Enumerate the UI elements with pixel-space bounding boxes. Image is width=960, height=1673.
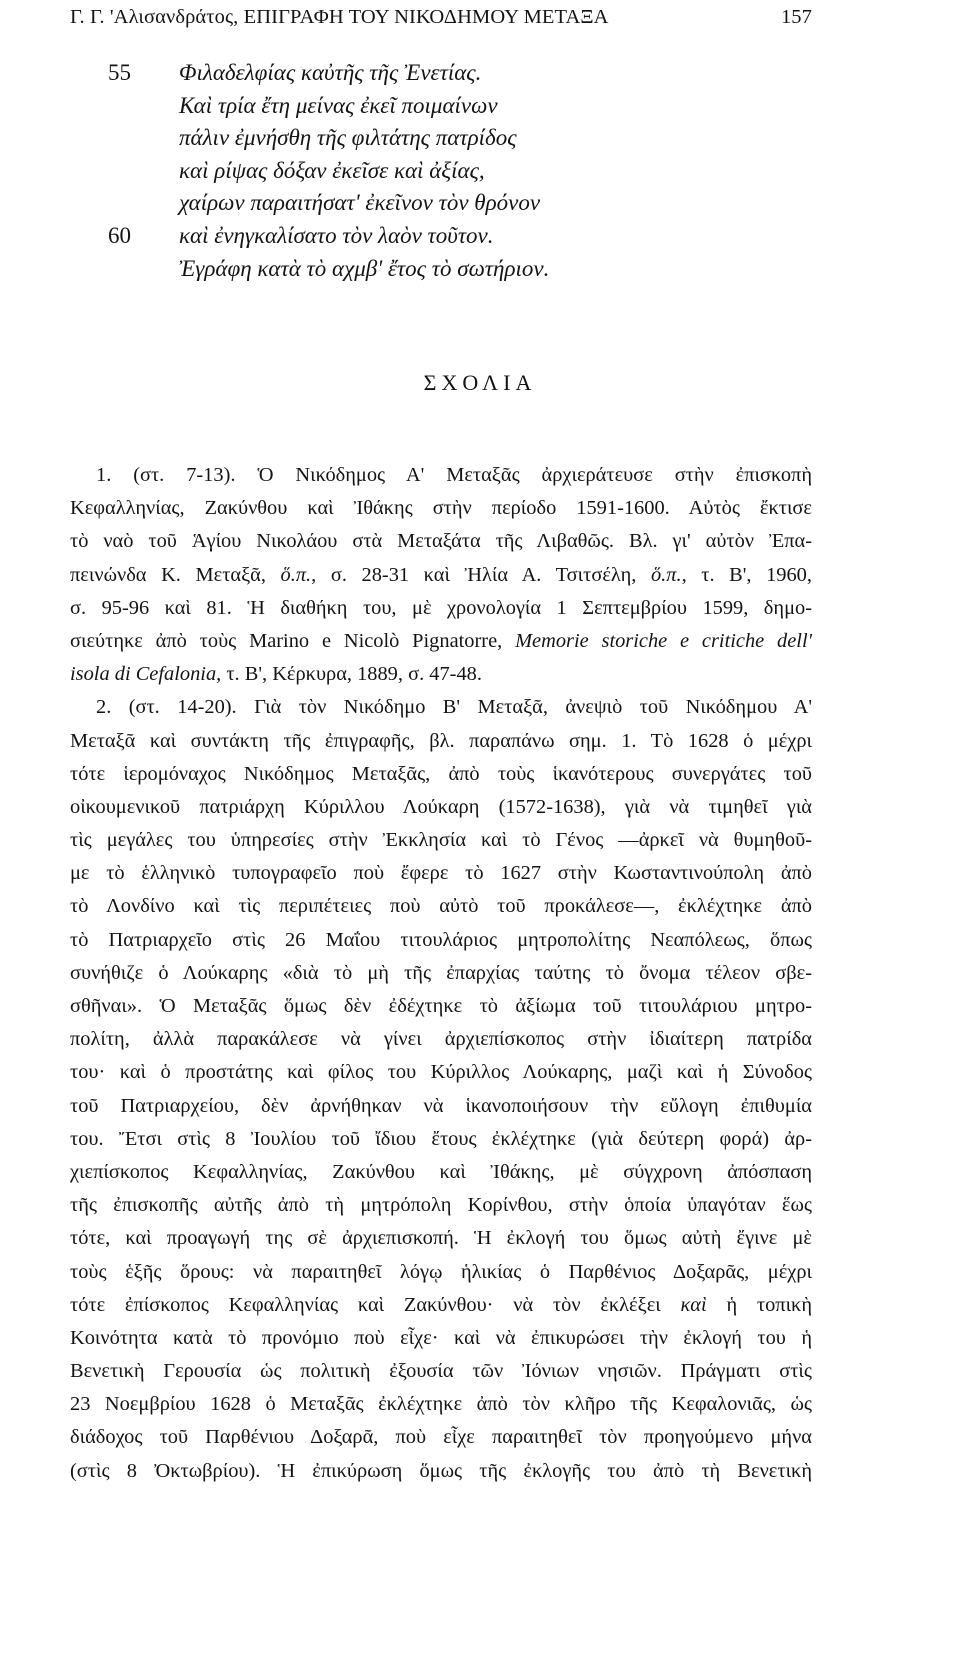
note-italic: isola di Cefalonia, [70,663,222,686]
verse-line [0,60,960,93]
verse-line [0,256,960,289]
note-segment: πεινώνδα Κ. Μεταξᾶ, [70,563,281,586]
section-heading: ΣΧΟΛΙΑ [423,370,537,395]
note-line [70,658,812,691]
note-line: τῆς ἐπισκοπῆς αὐτῆς ἀπὸ τὴ μητρόπολη Κορίνθου, στὴν ὁποία ὑπαγόταν ἕως [70,1194,812,1217]
note-line: τοῦ Πατριαρχείου, δὲν ἀρνήθηκαν νὰ ἱκανοποιήσουν τὴν εὔλογη ἐπιθυμία [70,1094,812,1117]
line-number: 55 [108,60,131,85]
verse-line [0,158,960,191]
note-line: τότε, καὶ προαγωγή της σὲ ἀρχιεπισκοπή. Ἡ ἐκλογή του ὅμως αὐτὴ ἔγινε μὲ [70,1227,812,1250]
note-italic: ὅ.π. [280,563,312,586]
verse-line [0,223,960,256]
verse-text: χαίρων παραιτήσατ' ἐκεῖνον τὸν θρόνον [179,190,541,216]
note-line: τοὺς ἑξῆς ὅρους: νὰ παραιτηθεῖ λόγῳ ἡλικίας ὁ Παρθένιος Δοξαρᾶς, μέχρι [70,1260,812,1283]
page-number: 157 [780,6,812,28]
note-line: συνήθιζε ὁ Λούκαρης «διὰ τὸ μὴ τῆς ἐπαρχίας ταύτης τὸ ὄνομα τέλεον σβε- [70,961,812,984]
note-line: σθῆναι». Ὁ Μεταξᾶς ὅμως δὲν ἐδέχτηκε τὸ ἀξίωμα τοῦ τιτουλάριου μητρο- [70,995,812,1017]
note-line [70,1289,812,1322]
note-line: τὶς μεγάλες του ὑπηρεσίες στὴν Ἐκκλησία καὶ τὸ Γένος —ἀρκεῖ νὰ θυμηθοῦ- [70,829,812,852]
verse-line [0,125,960,158]
note-line: 1. (στ. 7-13). Ὁ Νικόδημος Α' Μεταξᾶς ἀρχιεράτευσε στὴν ἐπισκοπὴ [96,464,812,486]
verse-text: Καὶ τρία ἔτη μείνας ἐκεῖ ποιμαίνων [179,92,498,118]
note-line: χιεπίσκοπος Κεφαλληνίας, Ζακύνθου καὶ Ἰθάκης, μὲ σύγχρονη ἀπόσπαση [70,1160,812,1183]
note-line: οἰκουμενικοῦ πατριάρχη Κύριλλου Λούκαρη (1572-1638), γιὰ νὰ τιμηθεῖ γιὰ [70,795,812,818]
verse-text: Ἐγράφη κατὰ τὸ αχμβ' ἔτος τὸ σωτήριον. [179,255,550,281]
commentary-notes [70,459,812,1488]
note-line [70,625,812,658]
note-line: Βενετικὴ Γερουσία ὡς πολιτικὴ ἐξουσία τῶν Ἰόνιων νησιῶν. Πράγματι στὶς [70,1360,812,1383]
note-line: 2. (στ. 14-20). Γιὰ τὸν Νικόδημο Β' Μεταξᾶ, ἀνεψιὸ τοῦ Νικόδημου Α' [96,696,812,719]
verse-line [0,93,960,126]
note-line: του. Ἔτσι στὶς 8 Ἰουλίου τοῦ ἴδιου ἔτους ἐκλέχτηκε (γιὰ δεύτερη φορά) ἀρ- [70,1127,812,1150]
verse-text: καὶ ρίψας δόξαν ἐκεῖσε καὶ ἀξίας, [179,157,485,183]
inscription-verses [0,60,960,288]
note-line: του· καὶ ὁ προστάτης καὶ φίλος του Κύριλλος Λούκαρης, μαζὶ καὶ ἡ Σύνοδος [70,1061,812,1084]
note-segment: σιεύτηκε ἀπὸ τοὺς Marino e Nicolò Pignatorre, [70,629,516,652]
running-head [70,6,812,34]
note-italic: καὶ [680,1293,707,1316]
note-line: με τὸ ἑλληνικὸ τυπογραφεῖο ποὺ ἔφερε τὸ 1627 στὴν Κωσταντινούπολη ἀπὸ [70,862,812,885]
verse-text: πάλιν ἐμνήσθη τῆς φιλτάτης πατρίδος [179,125,517,151]
note-line: Μεταξᾶ καὶ συντάκτη τῆς ἐπιγραφῆς, βλ. παραπάνω σημ. 1. Τὸ 1628 ὁ μέχρι [70,729,812,752]
running-head-title: Γ. Γ. 'Αλισανδράτος, ΕΠΙΓΡΑΦΗ ΤΟΥ ΝΙΚΟΔΗΜΟΥ ΜΕΤΑΞΑ [70,6,609,28]
verse-text: καὶ ἐνηγκαλίσατο τὸν λαὸν τοῦτον. [179,222,494,248]
note-segment: τ. Β', Κέρκυρα, 1889, σ. 47-48. [221,663,482,686]
note-line: τὸ ναὸ τοῦ Ἁγίου Νικολάου στὰ Μεταξάτα τῆς Λιβαθῶς. Βλ. γι' αὐτὸν Ἐπα- [70,530,812,553]
note-line: 23 Νοεμβρίου 1628 ὁ Μεταξᾶς ἐκλέχτηκε ἀπὸ τὸν κλῆρο τῆς Κεφαλονιᾶς, ὡς [70,1393,812,1416]
note-line: διάδοχος τοῦ Παρθένιου Δοξαρᾶ, ποὺ εἶχε παραιτηθεῖ τὸν προηγούμενο μήνα [70,1426,812,1449]
verse-text: Φιλαδελφίας καὐτῆς τῆς Ἐνετίας. [179,60,482,85]
note-segment: τότε ἐπίσκοπος Κεφαλληνίας καὶ Ζακύνθου· νὰ τὸν ἐκλέξει [70,1293,681,1316]
note-line: Κοινότητα κατὰ τὸ προνόμιο ποὺ εἶχε· καὶ νὰ ἐπικυρώσει τὴν ἐκλογή του ἡ [70,1326,812,1349]
note-line: (στὶς 8 Ὀκτωβρίου). Ἡ ἐπικύρωση ὅμως τῆς ἐκλογῆς του ἀπὸ τὴ Βενετικὴ [70,1459,812,1482]
verse-line [0,190,960,223]
note-line [70,559,812,592]
note-italic: Memorie storiche e critiche dell' [515,629,812,652]
note-line: τὸ Πατριαρχεῖο στὶς 26 Μαΐου τιτουλάριος μητροπολίτης Νεαπόλεως, ὅπως [70,928,812,951]
note-line: πολίτη, ἀλλὰ παρακάλεσε νὰ γίνει ἀρχιεπίσκοπος στὴν ἰδιαίτερη πατρίδα [70,1028,812,1051]
note-line: τὸ Λονδίνο καὶ τὶς περιπέτειες ποὺ αὐτὸ τοῦ προκάλεσε—, ἐκλέχτηκε ἀπὸ [70,895,812,918]
note-italic: ὅ.π. [650,563,682,586]
note-segment: , σ. 28-31 καὶ Ἠλία Α. Τσιτσέλη, [311,563,651,586]
note-line: Κεφαλληνίας, Ζακύνθου καὶ Ἰθάκης στὴν περίοδο 1591-1600. Αὐτὸς ἔκτισε [70,497,812,520]
note-segment: ἡ τοπικὴ [706,1293,812,1316]
note-line: τότε ἱερομόναχος Νικόδημος Μεταξᾶς, ἀπὸ τοὺς ἱκανότερους συνεργάτες τοῦ [70,762,812,785]
note-line: σ. 95-96 καὶ 81. Ἡ διαθήκη του, μὲ χρονολογία 1 Σεπτεμβρίου 1599, δημο- [70,596,812,619]
line-number: 60 [108,222,131,248]
note-segment: , τ. Β', 1960, [681,563,812,586]
